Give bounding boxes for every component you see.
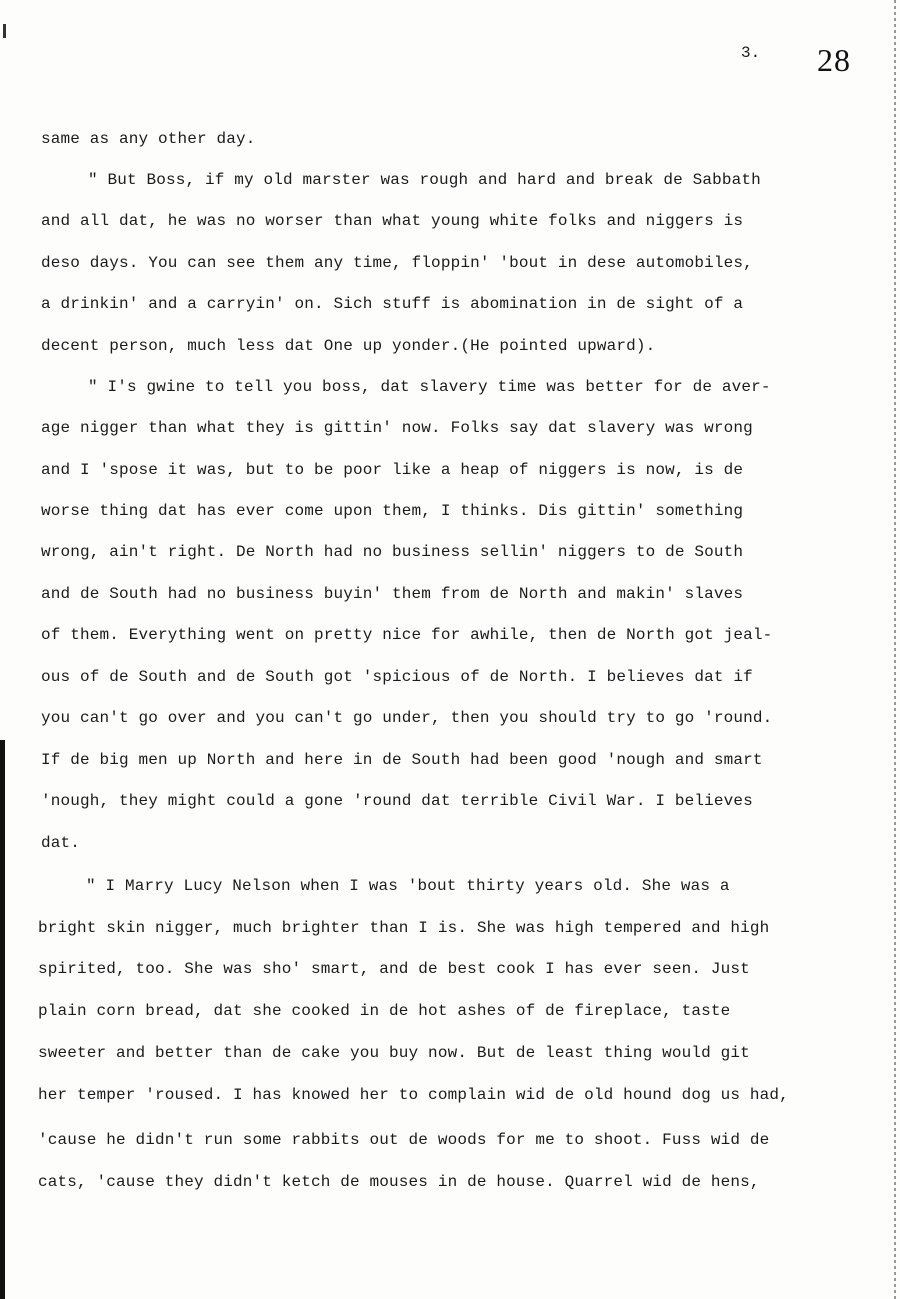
text-line: " But Boss, if my old marster was rough and hard and break de Sabbath	[88, 171, 761, 189]
text-line: 'cause he didn't run some rabbits out de woods for me to shoot. Fuss wid de	[38, 1131, 770, 1149]
text-line: and all dat, he was no worser than what young white folks and niggers is	[41, 212, 744, 230]
folio-number: 28	[817, 42, 851, 78]
perforated-edge	[894, 0, 896, 1299]
text-line: her temper 'roused. I has knowed her to complain wid de old hound dog us had,	[38, 1086, 789, 1104]
text-line: you can't go over and you can't go under, then you should try to go 'round.	[41, 709, 773, 727]
text-line: spirited, too. She was sho' smart, and de best cook I has ever seen. Just	[38, 960, 750, 978]
text-line: ous of de South and de South got 'spicious of de North. I believes dat if	[41, 668, 753, 686]
text-line: deso days. You can see them any time, floppin' 'bout in dese automobiles,	[41, 254, 753, 272]
text-line: worse thing dat has ever come upon them, I thinks. Dis gittin' something	[41, 502, 744, 520]
text-line: bright skin nigger, much brighter than I is. She was high tempered and high	[38, 919, 770, 937]
text-line: and de South had no business buyin' them from de North and makin' slaves	[41, 585, 744, 603]
text-line: sweeter and better than de cake you buy now. But de least thing would git	[38, 1044, 750, 1062]
page-number: 3.	[741, 44, 761, 62]
text-line: " I Marry Lucy Nelson when I was 'bout thirty years old. She was a	[86, 877, 730, 895]
text-line: " I's gwine to tell you boss, dat slavery time was better for de aver-	[88, 378, 771, 396]
scan-edge-shadow	[0, 740, 5, 1299]
text-line: a drinkin' and a carryin' on. Sich stuff is abomination in de sight of a	[41, 295, 744, 313]
text-line: plain corn bread, dat she cooked in de hot ashes of de fireplace, taste	[38, 1002, 731, 1020]
text-line: age nigger than what they is gittin' now. Folks say dat slavery was wrong	[41, 419, 753, 437]
text-line: of them. Everything went on pretty nice for awhile, then de North got jeal-	[41, 626, 773, 644]
text-line: dat.	[41, 834, 81, 852]
margin-mark	[3, 24, 6, 38]
text-line: same as any other day.	[41, 130, 256, 148]
text-line: decent person, much less dat One up yonder.(He pointed upward).	[41, 337, 656, 355]
text-line: and I 'spose it was, but to be poor like a heap of niggers is now, is de	[41, 461, 744, 479]
text-line: cats, 'cause they didn't ketch de mouses in de house. Quarrel wid de hens,	[38, 1173, 760, 1191]
text-line: If de big men up North and here in de South had been good 'nough and smart	[41, 751, 763, 769]
text-line: wrong, ain't right. De North had no business sellin' niggers to de South	[41, 543, 744, 561]
text-line: 'nough, they might could a gone 'round dat terrible Civil War. I believes	[41, 792, 753, 810]
